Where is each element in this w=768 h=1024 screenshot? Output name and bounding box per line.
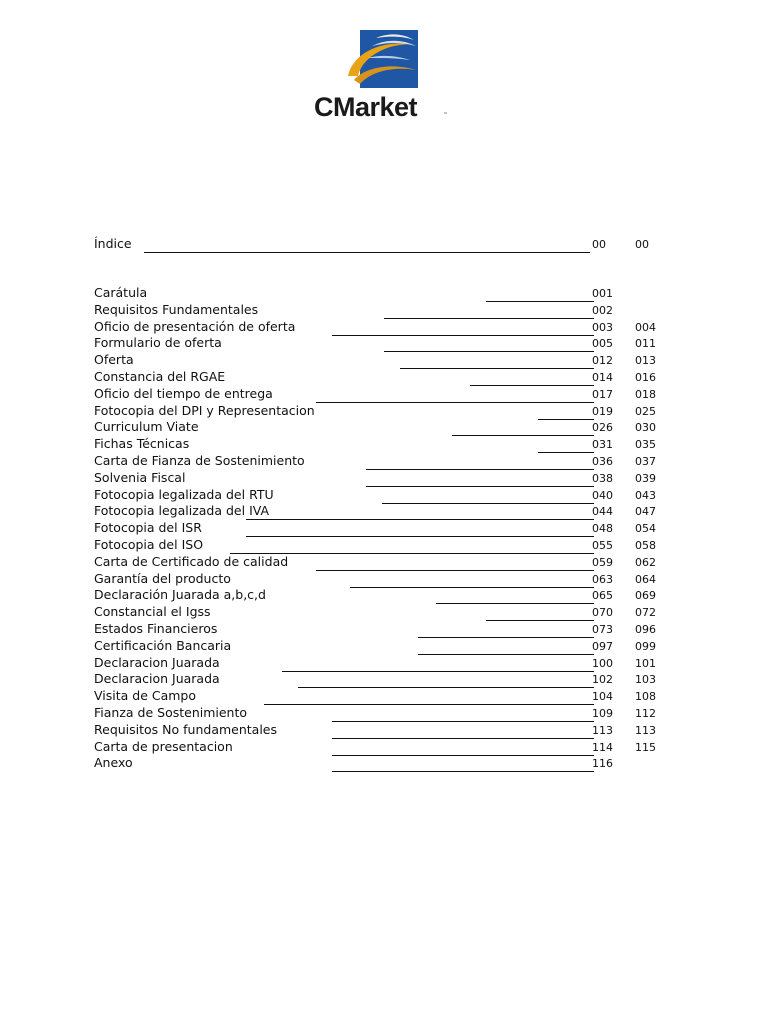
toc-end-page: 018: [635, 387, 656, 401]
toc-end-page: 043: [635, 488, 656, 502]
toc-row: [94, 319, 694, 336]
toc-label: Constancia del RGAE: [94, 368, 226, 384]
toc-end-page: 072: [635, 606, 656, 620]
toc-row: [94, 638, 694, 655]
toc-end-page: 115: [635, 740, 656, 754]
index-start-page: 00: [592, 238, 606, 251]
toc-end-page: 011: [635, 337, 656, 351]
toc-label: Declaracion Juarada: [94, 654, 220, 670]
table-of-contents: [94, 285, 694, 772]
logo-trademark: ™: [443, 112, 448, 118]
toc-row: [94, 739, 694, 756]
toc-start-page: 070: [592, 606, 613, 620]
toc-start-page: 113: [592, 723, 613, 737]
index-header-row: [94, 236, 694, 256]
toc-start-page: 017: [592, 387, 613, 401]
toc-start-page: 038: [592, 471, 613, 485]
toc-start-page: 003: [592, 320, 613, 334]
toc-label: Fichas Técnicas: [94, 436, 190, 452]
toc-label: Oficio del tiempo de entrega: [94, 385, 273, 401]
toc-label: Requisitos Fundamentales: [94, 301, 259, 317]
toc-end-page: 064: [635, 572, 656, 586]
toc-row: [94, 419, 694, 436]
toc-row: [94, 352, 694, 369]
toc-label: Fotocopia del DPI y Representacion: [94, 402, 315, 418]
toc-start-page: 065: [592, 589, 613, 603]
toc-end-page: 058: [635, 538, 656, 552]
toc-row: [94, 335, 694, 352]
toc-label: Anexo: [94, 755, 133, 771]
toc-row: [94, 554, 694, 571]
toc-end-page: 101: [635, 656, 656, 670]
toc-start-page: 001: [592, 287, 613, 300]
toc-label: Certificación Bancaria: [94, 637, 232, 653]
toc-start-page: 114: [592, 740, 613, 754]
toc-label: Declaracion Juarada: [94, 671, 220, 687]
toc-label: Fotocopia del ISR: [94, 520, 202, 536]
toc-start-page: 073: [592, 622, 613, 636]
toc-row: [94, 436, 694, 453]
toc-label: Visita de Campo: [94, 688, 197, 704]
toc-start-page: 019: [592, 404, 613, 418]
toc-end-page: 112: [635, 706, 656, 720]
index-leader-line: [144, 252, 590, 253]
toc-end-page: 025: [635, 404, 656, 418]
toc-end-page: 039: [635, 471, 656, 485]
toc-end-page: 004: [635, 320, 656, 334]
toc-row: [94, 302, 694, 319]
toc-start-page: 116: [592, 757, 613, 771]
toc-label: Fotocopia legalizada del RTU: [94, 486, 274, 502]
toc-start-page: 109: [592, 706, 613, 720]
toc-label: Carta de Certificado de calidad: [94, 553, 289, 569]
toc-end-page: 047: [635, 505, 656, 519]
toc-start-page: 031: [592, 438, 613, 452]
toc-start-page: 055: [592, 538, 613, 552]
toc-row: [94, 722, 694, 739]
toc-row: [94, 453, 694, 470]
toc-row: [94, 369, 694, 386]
toc-start-page: 100: [592, 656, 613, 670]
toc-row: [94, 587, 694, 604]
toc-label: Estados Financieros: [94, 620, 218, 636]
toc-start-page: 097: [592, 639, 613, 653]
toc-row: [94, 503, 694, 520]
toc-row: [94, 655, 694, 672]
toc-end-page: 099: [635, 639, 656, 653]
cmarket-logo: [310, 26, 460, 126]
toc-label: Fotocopia del ISO: [94, 536, 204, 552]
toc-label: Solvenia Fiscal: [94, 469, 186, 485]
toc-end-page: 054: [635, 522, 656, 536]
toc-start-page: 012: [592, 354, 613, 368]
toc-start-page: 059: [592, 555, 613, 569]
toc-start-page: 063: [592, 572, 613, 586]
toc-label: Requisitos No fundamentales: [94, 721, 278, 737]
toc-start-page: 026: [592, 421, 613, 435]
toc-label: Fotocopia legalizada del IVA: [94, 503, 270, 519]
toc-start-page: 104: [592, 690, 613, 704]
toc-end-page: 013: [635, 354, 656, 368]
toc-row: [94, 571, 694, 588]
toc-row: [94, 537, 694, 554]
toc-label: Oficio de presentación de oferta: [94, 318, 296, 334]
toc-end-page: 103: [635, 673, 656, 687]
toc-end-page: 035: [635, 438, 656, 452]
toc-row: [94, 621, 694, 638]
toc-leader-line: [332, 771, 594, 772]
toc-row: [94, 386, 694, 403]
toc-end-page: 016: [635, 370, 656, 384]
toc-start-page: 044: [592, 505, 613, 519]
toc-label: Carátula: [94, 285, 148, 300]
toc-label: Declaración Juarada a,b,c,d: [94, 587, 266, 603]
toc-end-page: 069: [635, 589, 656, 603]
toc-label: Formulario de oferta: [94, 335, 222, 351]
toc-end-page: 113: [635, 723, 656, 737]
toc-row: [94, 671, 694, 688]
toc-label: Curriculum Viate: [94, 419, 199, 435]
toc-row: [94, 688, 694, 705]
toc-label: Constancial el Igss: [94, 604, 211, 620]
index-title: Índice: [94, 236, 132, 251]
toc-row: [94, 705, 694, 722]
toc-start-page: 102: [592, 673, 613, 687]
toc-row: [94, 285, 694, 302]
toc-start-page: 036: [592, 454, 613, 468]
toc-label: Carta de Fianza de Sostenimiento: [94, 452, 305, 468]
toc-end-page: 037: [635, 454, 656, 468]
toc-start-page: 014: [592, 370, 613, 384]
toc-start-page: 048: [592, 522, 613, 536]
toc-end-page: 096: [635, 622, 656, 636]
toc-label: Oferta: [94, 352, 134, 368]
toc-label: Fianza de Sostenimiento: [94, 704, 248, 720]
toc-start-page: 002: [592, 303, 613, 317]
index-end-page: 00: [635, 238, 649, 251]
logo-wordmark: CMarket: [314, 92, 418, 122]
toc-end-page: 062: [635, 555, 656, 569]
toc-end-page: 030: [635, 421, 656, 435]
toc-end-page: 108: [635, 690, 656, 704]
toc-row: [94, 604, 694, 621]
toc-start-page: 005: [592, 337, 613, 351]
toc-start-page: 040: [592, 488, 613, 502]
toc-label: Garantía del producto: [94, 570, 231, 586]
toc-row: [94, 755, 694, 772]
toc-row: [94, 403, 694, 420]
toc-row: [94, 520, 694, 537]
toc-label: Carta de presentacion: [94, 738, 233, 754]
toc-row: [94, 487, 694, 504]
cmarket-emblem-icon: [346, 30, 418, 90]
toc-row: [94, 470, 694, 487]
